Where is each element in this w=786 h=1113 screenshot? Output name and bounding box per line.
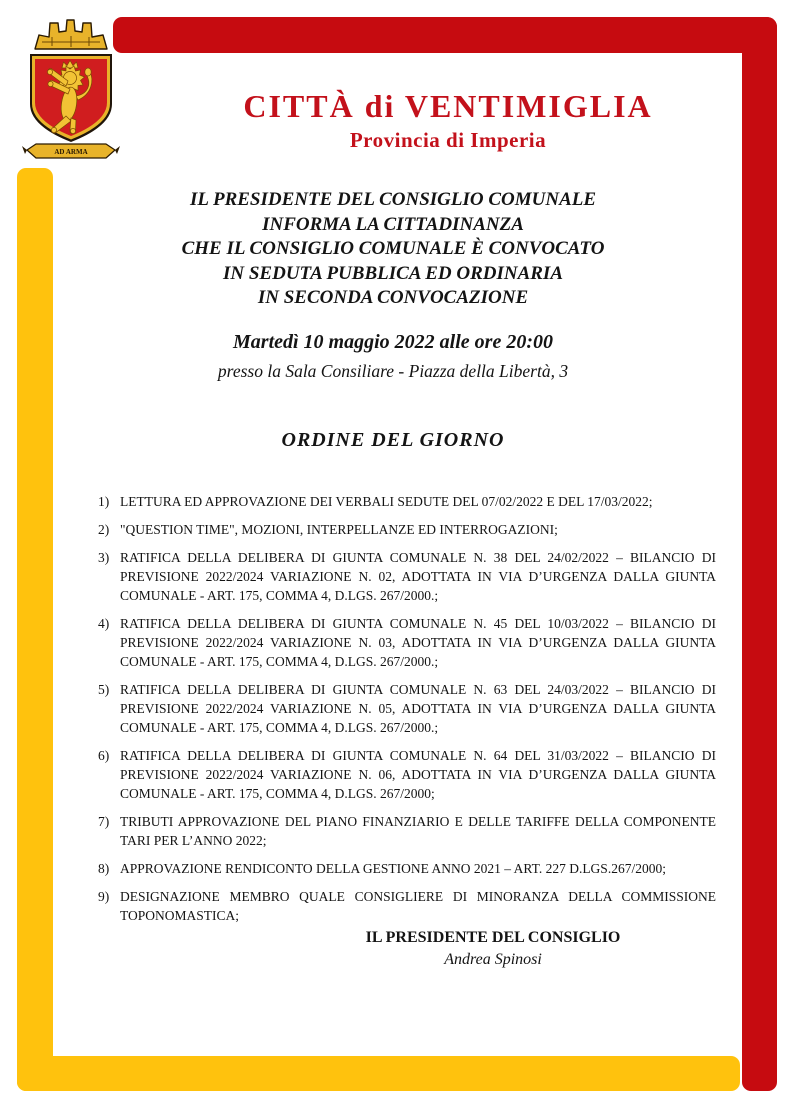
agenda-item-text: RATIFICA DELLA DELIBERA DI GIUNTA COMUNALE N. 63 DEL 24/03/2022 – BILANCIO DI PREVISIONE 2022/2024 VARIAZIONE N. 05, ADOTTATA IN VIA D’URGENZA DALLA GIUNTA COMUNALE - ART. 175, COMMA 4, D.LGS. 267/2000.; — [120, 682, 716, 735]
agenda-list — [98, 492, 716, 934]
agenda-item-text: TRIBUTI APPROVAZIONE DEL PIANO FINANZIARIO E DELLE TARIFFE DELLA COMPONENTE TARI PER L’ANNO 2022; — [120, 814, 716, 848]
agenda-item — [98, 746, 716, 803]
red-top-bar — [113, 17, 777, 53]
agenda-item-number: 1) — [98, 494, 110, 509]
agenda-item — [98, 614, 716, 671]
meeting-venue: presso la Sala Consiliare - Piazza della Libertà, 3 — [217, 361, 569, 381]
announcement-line: CHE IL CONSIGLIO COMUNALE È CONVOCATO — [181, 238, 605, 259]
agenda-item-text: "QUESTION TIME", MOZIONI, INTERPELLANZE ED INTERROGAZIONI; — [120, 522, 558, 537]
city-title: CITTÀ di VENTIMIGLIA — [243, 88, 653, 124]
agenda-item-number: 4) — [98, 616, 110, 631]
agenda-item-text: DESIGNAZIONE MEMBRO QUALE CONSIGLIERE DI MINORANZA DELLA COMMISSIONE TOPONOMASTICA; — [120, 889, 716, 923]
signature-role: IL PRESIDENTE DEL CONSIGLIO — [365, 929, 621, 946]
agenda-item-text: RATIFICA DELLA DELIBERA DI GIUNTA COMUNALE N. 64 DEL 31/03/2022 – BILANCIO DI PREVISIONE 2022/2024 VARIAZIONE N. 06, ADOTTATA IN VIA D’URGENZA DALLA GIUNTA COMUNALE - ART. 175, COMMA 4, D.LGS. 267/2000; — [120, 748, 716, 801]
agenda-item — [98, 887, 716, 925]
red-right-bar — [742, 17, 777, 1091]
meeting-datetime: Martedì 10 maggio 2022 alle ore 20:00 — [233, 331, 553, 353]
agenda-item — [98, 492, 716, 511]
announcement-line: IN SECONDA CONVOCAZIONE — [257, 287, 529, 308]
announcement-line: IL PRESIDENTE DEL CONSIGLIO COMUNALE — [189, 189, 597, 210]
signature-block — [283, 928, 703, 970]
agenda-item-number: 9) — [98, 889, 110, 904]
agenda-item — [98, 812, 716, 850]
mural-crown-icon — [35, 20, 107, 49]
agenda-item-number: 7) — [98, 814, 110, 829]
motto-text: AD ARMA — [54, 148, 88, 156]
agenda-item-text: RATIFICA DELLA DELIBERA DI GIUNTA COMUNALE N. 45 DEL 10/03/2022 – BILANCIO DI PREVISIONE 2022/2024 VARIAZIONE N. 03, ADOTTATA IN VIA D’URGENZA DALLA GIUNTA COMUNALE - ART. 175, COMMA 4, D.LGS. 267/2000.; — [120, 616, 716, 669]
signature-name: Andrea Spinosi — [444, 951, 542, 968]
announcement-line: IN SEDUTA PUBBLICA ED ORDINARIA — [223, 262, 563, 284]
header — [118, 90, 778, 151]
announcement-line: INFORMA LA CITTADINANZA — [262, 213, 524, 235]
agenda-title: ORDINE DEL GIORNO — [281, 429, 505, 451]
agenda-item — [98, 520, 716, 539]
agenda-item-number: 8) — [98, 861, 110, 876]
agenda-item — [98, 548, 716, 605]
agenda-item-text: RATIFICA DELLA DELIBERA DI GIUNTA COMUNALE N. 38 DEL 24/02/2022 – BILANCIO DI PREVISIONE 2022/2024 VARIAZIONE N. 02, ADOTTATA IN VIA D’URGENZA DALLA GIUNTA COMUNALE - ART. 175, COMMA 4, D.LGS. 267/2000.; — [120, 550, 716, 603]
agenda-item — [98, 680, 716, 737]
province-subtitle: Provincia di Imperia — [349, 127, 547, 152]
agenda-item-number: 2) — [98, 522, 110, 537]
ventimiglia-coat-of-arms-icon — [22, 16, 120, 166]
agenda-item-number: 6) — [98, 748, 110, 763]
motto-ribbon-icon — [22, 144, 120, 158]
yellow-bottom-bar — [17, 1056, 740, 1091]
agenda-item-number: 5) — [98, 682, 110, 697]
agenda-item-text: APPROVAZIONE RENDICONTO DELLA GESTIONE ANNO 2021 – ART. 227 D.LGS.267/2000; — [120, 861, 666, 876]
agenda-item-number: 3) — [98, 550, 110, 565]
shield-icon — [30, 54, 112, 142]
agenda-item — [98, 859, 716, 878]
agenda-item-text: LETTURA ED APPROVAZIONE DEI VERBALI SEDUTE DEL 07/02/2022 E DEL 17/03/2022; — [120, 494, 653, 509]
announcement-block — [36, 188, 750, 311]
